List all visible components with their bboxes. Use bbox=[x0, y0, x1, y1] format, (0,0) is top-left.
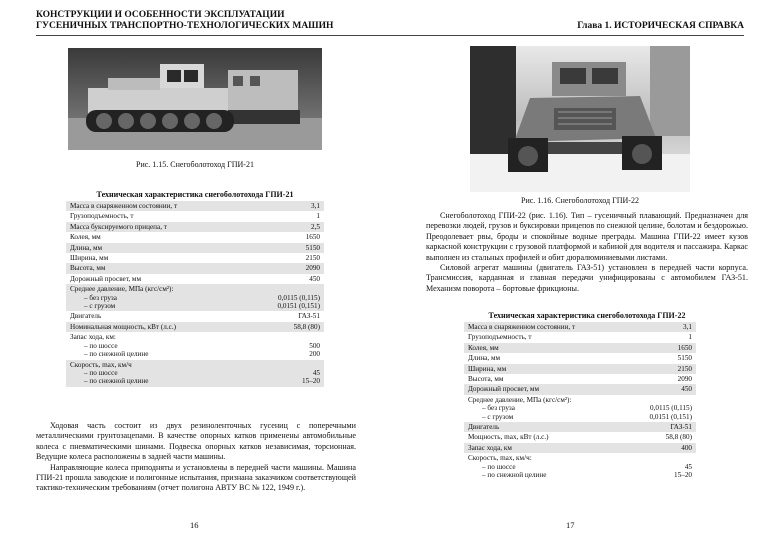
row-value: 2090 bbox=[677, 375, 692, 384]
pressure-sub-2: – с грузом bbox=[482, 412, 514, 421]
running-header-left bbox=[36, 10, 333, 32]
figure-caption-1-16: Рис. 1.16. Снегоболотоход ГПИ-22 bbox=[521, 196, 639, 205]
pressure-val-1: 0,0115 (0,115) bbox=[278, 293, 320, 302]
table-row bbox=[464, 422, 696, 432]
row-label bbox=[66, 284, 245, 311]
row-label: Грузоподъемность, т bbox=[468, 333, 532, 342]
table-row bbox=[66, 222, 324, 232]
row-value: 5150 bbox=[677, 354, 692, 363]
photo-gpi-22 bbox=[470, 46, 690, 192]
row-label: Грузоподъемность, т bbox=[70, 212, 134, 221]
row-label: Дорожный просвет, мм bbox=[70, 274, 142, 283]
row-value: 1650 bbox=[305, 233, 320, 242]
running-header-right: Глава 1. ИСТОРИЧЕСКАЯ СПРАВКА bbox=[577, 21, 744, 31]
table-row bbox=[66, 322, 324, 332]
row-value: 1 bbox=[316, 212, 320, 221]
table-row bbox=[464, 374, 696, 384]
row-label bbox=[464, 395, 625, 422]
speed-sub-1: – по шоссе bbox=[482, 462, 516, 471]
paragraph: Силовой агрегат машины (двигатель ГАЗ-51) установлен в передней части корпуса. Трансмиссия, карданная и главная передачи унифицированы с автомобилем ГАЗ-51. Механизм поворота – бортовые фрикционы. bbox=[426, 263, 748, 293]
row-label bbox=[66, 332, 245, 359]
row-value: 58,8 (80) bbox=[665, 433, 692, 442]
table-row bbox=[66, 201, 324, 211]
row-value: 450 bbox=[625, 384, 696, 394]
table-row bbox=[66, 360, 324, 387]
row-label: Запас хода, км bbox=[464, 443, 625, 453]
row-value: 2150 bbox=[305, 254, 320, 263]
speed-val-2: 15–20 bbox=[302, 377, 320, 386]
row-label bbox=[66, 360, 245, 387]
row-label: Мощность, max, кВт (л.с.) bbox=[468, 433, 549, 442]
row-value: ГАЗ-51 bbox=[625, 422, 696, 432]
row-label: Масса в снаряженном состоянии, т bbox=[464, 322, 625, 332]
row-value: 58,8 (80) bbox=[245, 322, 324, 332]
row-label: Высота, мм bbox=[468, 375, 504, 384]
spec-table-gpi-22 bbox=[464, 322, 696, 481]
pressure-label: Среднее давление, МПа (кгс/см²): bbox=[70, 285, 174, 294]
table-row bbox=[464, 432, 696, 442]
table-row bbox=[66, 274, 324, 284]
row-value bbox=[245, 360, 324, 387]
speed-sub-2: – по снежной целине bbox=[84, 377, 149, 386]
paragraph: Ходовая часть состоит из двух резиноленточных гусениц с поперечными металлическими грунтозацепами. В качестве опорных катков применены автомобильные колеса с пневматическими шинами. Подвеска опорных катков независимая, торсионная. Ведущие колеса расположены в задней части машины. bbox=[36, 421, 356, 462]
row-label: Дорожный просвет, мм bbox=[464, 384, 625, 394]
table-row bbox=[464, 443, 696, 453]
row-label: Колея, мм bbox=[70, 233, 101, 242]
right-page bbox=[390, 0, 780, 550]
speed-val-2: 15–20 bbox=[674, 471, 692, 480]
table-row bbox=[464, 384, 696, 394]
photo-gpi-21 bbox=[68, 48, 322, 150]
table-title-gpi-21: Техническая характеристика снегоболотохода ГПИ-21 bbox=[96, 190, 294, 199]
table-row bbox=[464, 343, 696, 353]
table-row bbox=[464, 332, 696, 342]
figure-caption-1-15: Рис. 1.15. Снегоболотоход ГПИ-21 bbox=[136, 160, 254, 169]
header-line-1: КОНСТРУКЦИИ И ОСОБЕННОСТИ ЭКСПЛУАТАЦИИ bbox=[36, 10, 285, 20]
row-label: Двигатель bbox=[464, 422, 625, 432]
right-body-text bbox=[426, 211, 748, 294]
table-row bbox=[464, 353, 696, 363]
table-row bbox=[66, 263, 324, 273]
table-row bbox=[66, 243, 324, 253]
speed-val-1: 45 bbox=[684, 462, 692, 471]
row-label bbox=[464, 453, 625, 480]
table-title-gpi-22: Техническая характеристика снегоболотохода ГПИ-22 bbox=[488, 311, 686, 320]
row-value: 1650 bbox=[625, 343, 696, 353]
row-label: Ширина, мм bbox=[70, 254, 109, 263]
pressure-sub-2: – с грузом bbox=[84, 302, 116, 311]
table-row bbox=[66, 232, 324, 242]
row-value bbox=[245, 332, 324, 359]
table-row bbox=[66, 253, 324, 263]
row-label: Номинальная мощность, кВт (л.с.) bbox=[66, 322, 245, 332]
row-label: Двигатель bbox=[70, 312, 102, 321]
row-value: 3,1 bbox=[245, 201, 324, 211]
row-label: Длина, мм bbox=[66, 243, 245, 253]
row-label: Масса буксируемого прицепа, т bbox=[66, 222, 245, 232]
table-row bbox=[464, 364, 696, 374]
pressure-sub-1: – без груза bbox=[84, 293, 117, 302]
speed-val-1: 45 bbox=[312, 368, 320, 377]
row-value bbox=[245, 284, 324, 311]
row-value: 400 bbox=[625, 443, 696, 453]
pressure-val-1: 0,0115 (0,115) bbox=[650, 404, 692, 413]
header-line-2: ГУСЕНИЧНЫХ ТРАНСПОРТНО-ТЕХНОЛОГИЧЕСКИХ МАШИН bbox=[36, 21, 334, 31]
row-value: 5150 bbox=[245, 243, 324, 253]
row-value bbox=[625, 395, 696, 422]
table-row bbox=[464, 322, 696, 332]
table-row bbox=[464, 395, 696, 422]
row-value: 1 bbox=[688, 333, 692, 342]
table-row bbox=[66, 332, 324, 359]
pressure-val-2: 0,0151 (0,151) bbox=[277, 302, 320, 311]
row-value bbox=[625, 453, 696, 480]
speed-sub-1: – по шоссе bbox=[84, 368, 118, 377]
table-row bbox=[464, 453, 696, 480]
row-label: Высота, мм bbox=[66, 263, 245, 273]
table-row bbox=[66, 311, 324, 321]
row-value: 2150 bbox=[625, 364, 696, 374]
row-label: Колея, мм bbox=[464, 343, 625, 353]
spec-table-gpi-21 bbox=[66, 201, 324, 387]
table-row bbox=[66, 284, 324, 311]
page-number-left: 16 bbox=[190, 520, 199, 530]
header-rule bbox=[390, 35, 744, 36]
table-row bbox=[66, 211, 324, 221]
pressure-label: Среднее давление, МПа (кгс/см²): bbox=[468, 395, 572, 404]
header-rule bbox=[36, 35, 390, 36]
paragraph: Направляющие колеса приподняты и установлены в передней части машины. Машина ГПИ-21 прошла заводские и полигонные испытания, признана заказчиком соответствующей тактико-техническим требованиям (отчет полигона АВТУ ВС № 122, 1949 г.). bbox=[36, 462, 356, 493]
paragraph: Снегоболотоход ГПИ-22 (рис. 1.16). Тип – гусеничный плавающий. Предназначен для перевозки людей, грузов и буксировки прицепов по снежной целине, болотам и бездорожью. Преодолевает рвы, броды и спокойные водные преграды. Машина ГПИ-22 имеет кузов каркасной конструкции с грузовой платформой и кабиной для водителя и пассажира. Каркас выполнен из стальных профилей и обит дюралюминиевыми листами. bbox=[426, 211, 748, 262]
left-body-text bbox=[36, 421, 356, 494]
range-val-1: 500 bbox=[309, 341, 320, 350]
row-value: 2,5 bbox=[245, 222, 324, 232]
speed-label: Скорость, max, км/ч: bbox=[468, 454, 532, 463]
row-value: 3,1 bbox=[625, 322, 696, 332]
speed-sub-2: – по снежной целине bbox=[482, 471, 547, 480]
speed-label: Скорость, max, км/ч bbox=[70, 360, 132, 369]
range-val-2: 200 bbox=[309, 350, 320, 359]
page-number-right: 17 bbox=[566, 520, 575, 530]
range-sub-1: – по шоссе bbox=[84, 341, 118, 350]
range-label: Запас хода, км: bbox=[70, 333, 116, 342]
row-value: 450 bbox=[309, 274, 320, 283]
row-label: Масса в снаряженном состоянии, т bbox=[66, 201, 245, 211]
row-value: ГАЗ-51 bbox=[298, 312, 320, 321]
pressure-val-2: 0,0151 (0,151) bbox=[649, 412, 692, 421]
row-value: 2090 bbox=[245, 263, 324, 273]
row-label: Ширина, мм bbox=[464, 364, 625, 374]
pressure-sub-1: – без груза bbox=[482, 404, 515, 413]
row-label: Длина, мм bbox=[468, 354, 501, 363]
range-sub-2: – по снежной целине bbox=[84, 350, 149, 359]
